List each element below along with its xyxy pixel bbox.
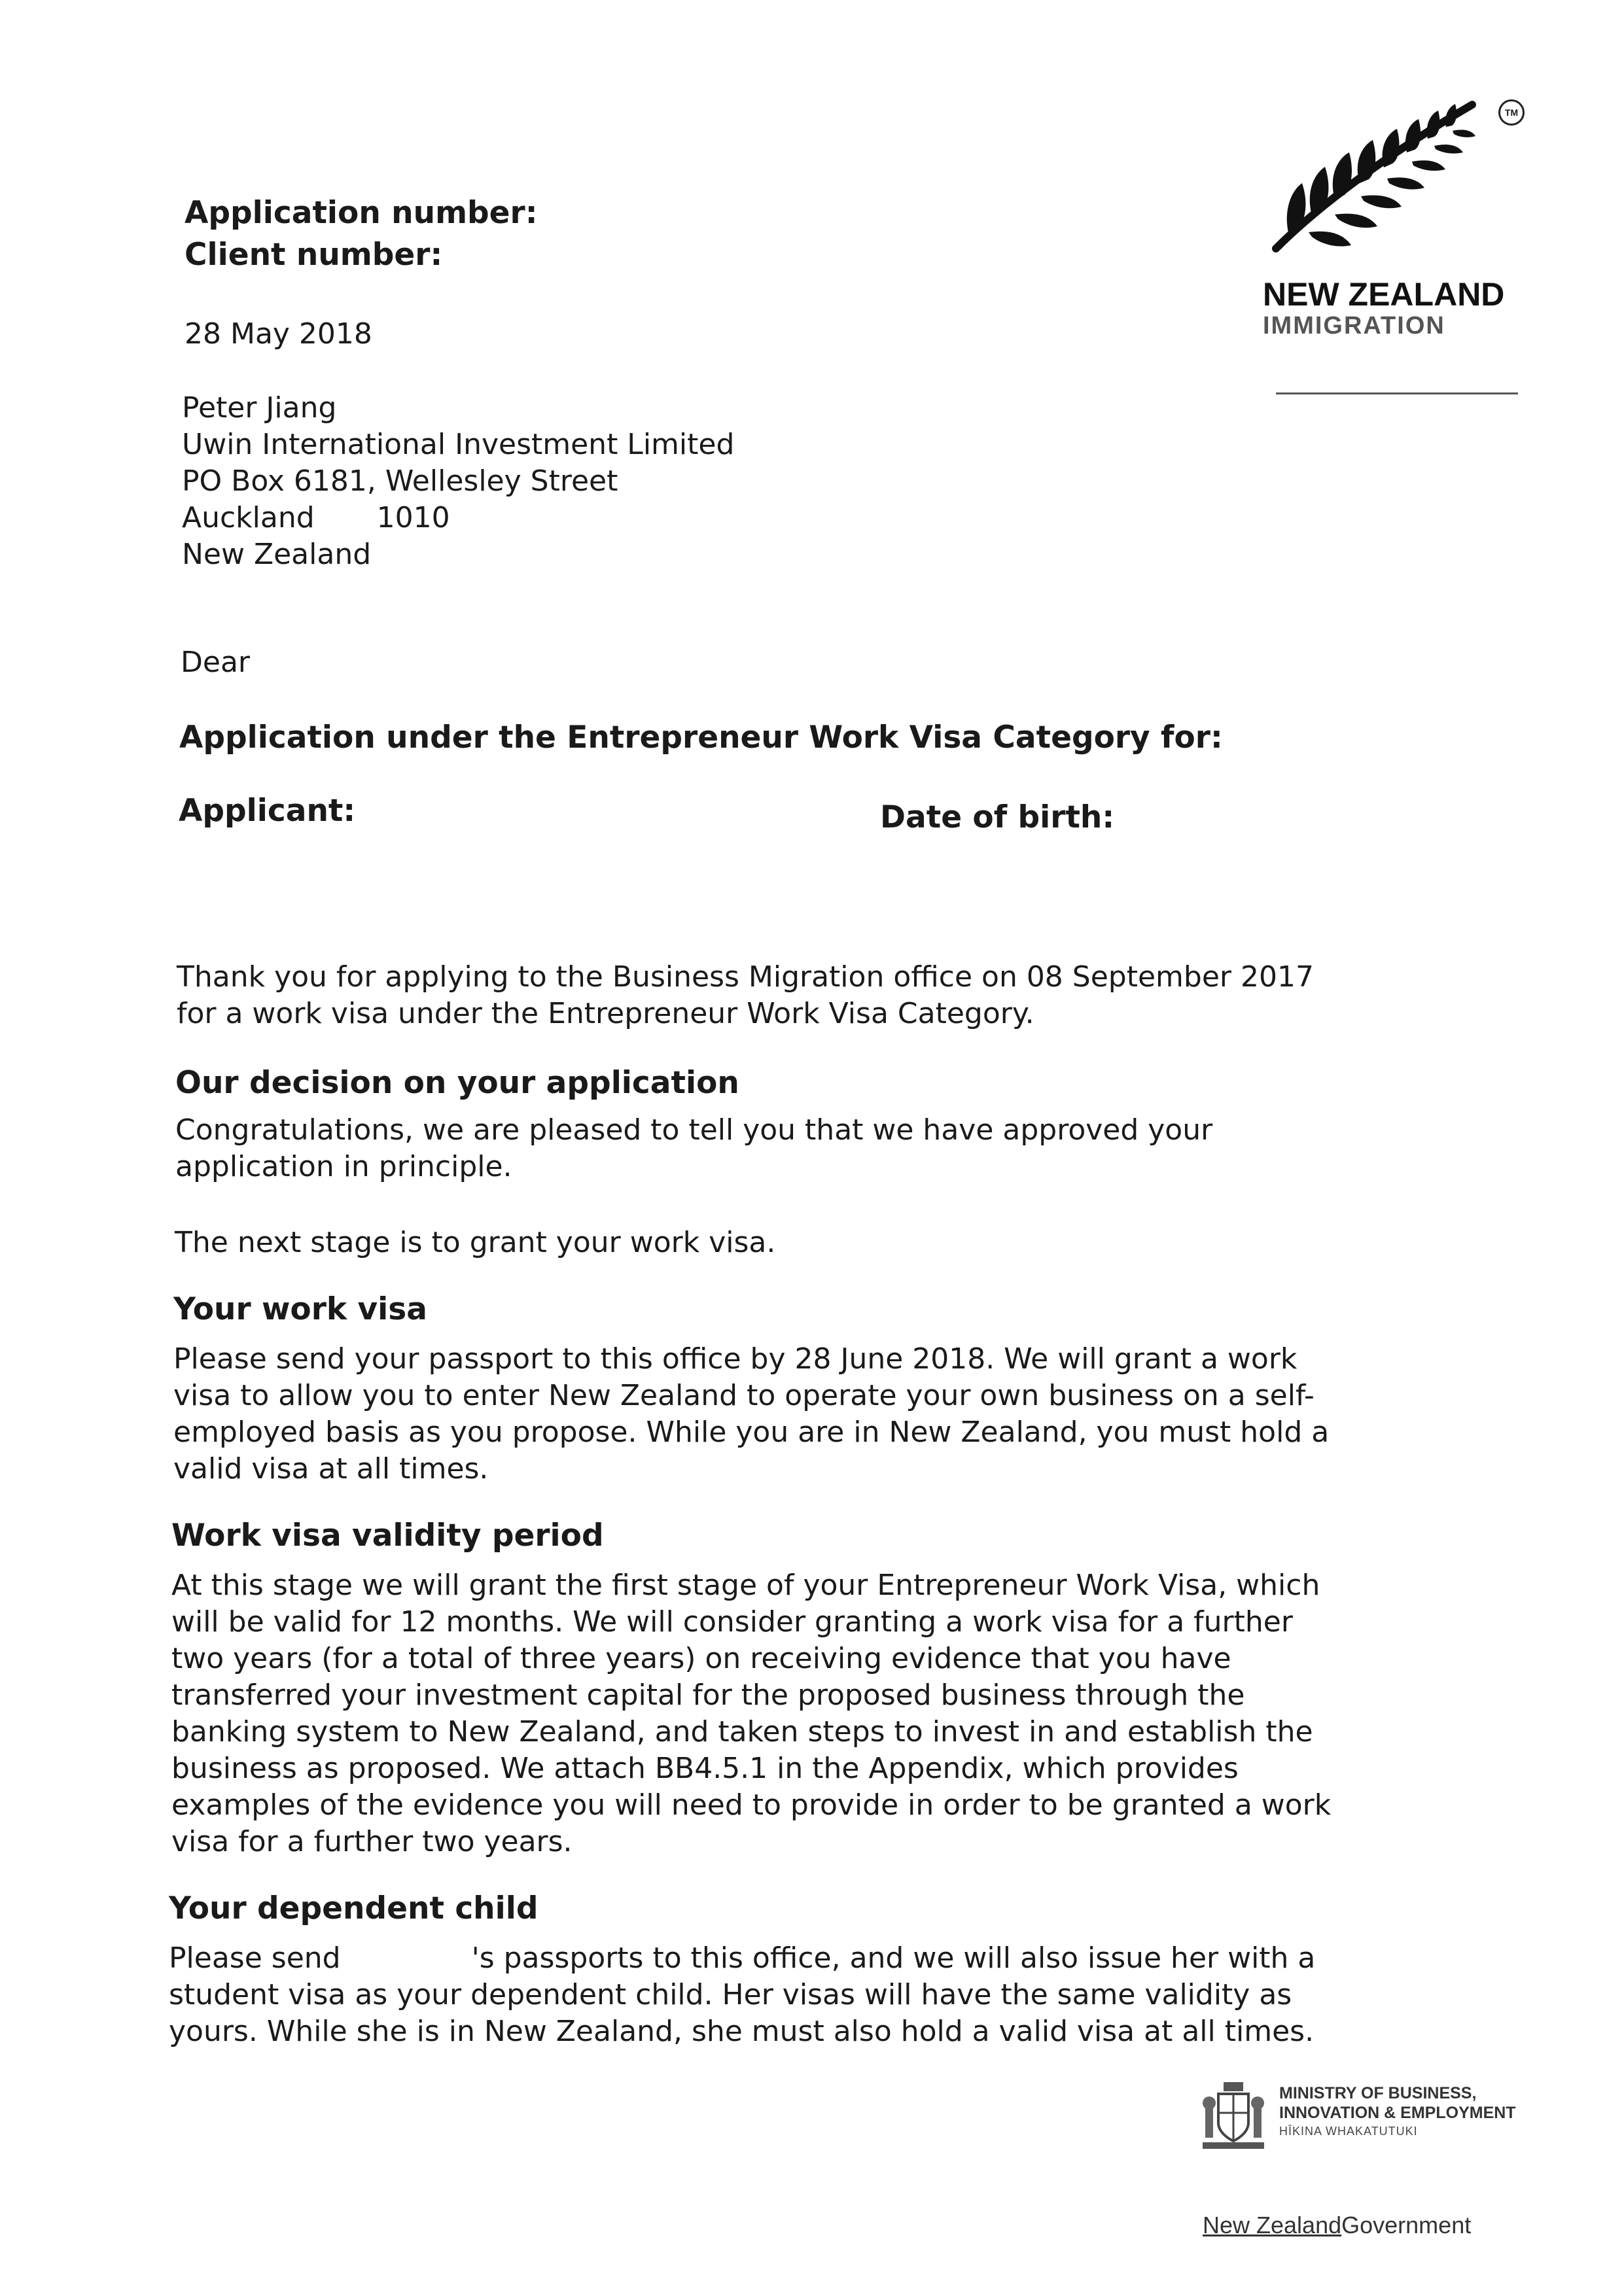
- nz-government-part: New Zealand: [1203, 2212, 1342, 2238]
- address-city: Auckland: [182, 501, 315, 534]
- address-line: PO Box 6181, Wellesley Street: [182, 464, 618, 498]
- text-line: banking system to New Zealand, and taken steps to invest in and establish the: [171, 1715, 1313, 1748]
- text-line: valid visa at all times.: [173, 1452, 489, 1486]
- mbie-line: INNOVATION & EMPLOYMENT: [1279, 2104, 1516, 2122]
- client-number-label: Client number:: [185, 237, 443, 273]
- text-line: [169, 1940, 1425, 1977]
- address-line: [182, 500, 734, 536]
- text-line: will be valid for 12 months. We will consider granting a work visa for a further: [171, 1605, 1293, 1639]
- mbie-logo-text: [1279, 2083, 1516, 2140]
- text-line: examples of the evidence you will need to provide in order to be granted a work: [171, 1788, 1332, 1822]
- decision-heading: Our decision on your application: [175, 1065, 739, 1101]
- nz-government-logo: [1203, 2211, 1471, 2240]
- nz-coat-of-arms-icon: [1197, 2077, 1269, 2152]
- salutation: Dear: [181, 646, 251, 679]
- child-line-start: Please send: [169, 1941, 341, 1975]
- child-line-end: 's passports to this office, and we will also issue her with a: [471, 1941, 1316, 1975]
- nz-immigration-logo: [1263, 92, 1525, 340]
- brand-name: NEW ZEALAND: [1263, 276, 1505, 313]
- decision-paragraph: [175, 1112, 1432, 1185]
- recipient-address: [182, 390, 734, 573]
- text-line: Please send your passport to this office by 28 June 2018. We will grant a work: [173, 1342, 1297, 1376]
- text-line: visa for a further two years.: [171, 1825, 573, 1858]
- work-visa-heading: Your work visa: [173, 1291, 427, 1327]
- applicant-label: Applicant:: [179, 793, 356, 829]
- text-line: two years (for a total of three years) on receiving evidence that you have: [171, 1642, 1231, 1675]
- text-line: Thank you for applying to the Business Migration office on 08 September 2017: [177, 960, 1314, 994]
- text-line: student visa as your dependent child. Her visas will have the same validity as: [169, 1978, 1292, 2011]
- address-line: Uwin International Investment Limited: [182, 428, 735, 461]
- validity-paragraph: [171, 1567, 1428, 1860]
- subject-title: Application under the Entrepreneur Work Visa Category for:: [179, 720, 1223, 756]
- mbie-maori-name: HĪKINA WHAKATUTUKI: [1279, 2125, 1418, 2138]
- date-of-birth-label: Date of birth:: [880, 799, 1115, 835]
- text-line: Congratulations, we are pleased to tell you that we have approved your: [175, 1113, 1213, 1147]
- header-rule: [1276, 392, 1518, 394]
- child-paragraph: [169, 1940, 1425, 2050]
- text-line: for a work visa under the Entrepreneur Work Visa Category.: [177, 997, 1034, 1030]
- address-line: Peter Jiang: [182, 391, 337, 425]
- text-line: employed basis as you propose. While you are in New Zealand, you must hold a: [173, 1416, 1330, 1449]
- trademark-icon: TM: [1498, 99, 1525, 126]
- nz-government-part: Government: [1341, 2212, 1472, 2238]
- silver-fern-icon: [1263, 92, 1485, 275]
- text-line: transferred your investment capital for the proposed business through the: [171, 1679, 1245, 1712]
- text-line: yours. While she is in New Zealand, she must also hold a valid visa at all times.: [169, 2015, 1315, 2048]
- child-heading: Your dependent child: [169, 1890, 538, 1926]
- address-postcode: 1010: [376, 501, 450, 534]
- validity-heading: Work visa validity period: [171, 1518, 604, 1554]
- address-line: New Zealand: [182, 538, 372, 571]
- work-visa-paragraph: [173, 1341, 1430, 1487]
- intro-paragraph: [177, 959, 1433, 1032]
- next-stage-text: The next stage is to grant your work visa.: [175, 1226, 776, 1259]
- mbie-line: MINISTRY OF BUSINESS,: [1279, 2084, 1477, 2102]
- letter-date: 28 May 2018: [185, 317, 372, 351]
- text-line: application in principle.: [175, 1150, 512, 1183]
- brand-subname: IMMIGRATION: [1263, 312, 1445, 339]
- text-line: business as proposed. We attach BB4.5.1 in the Appendix, which provides: [171, 1752, 1239, 1785]
- application-number-label: Application number:: [185, 195, 538, 231]
- text-line: visa to allow you to enter New Zealand to operate your own business on a self-: [173, 1379, 1315, 1412]
- text-line: At this stage we will grant the first stage of your Entrepreneur Work Visa, which: [171, 1569, 1320, 1602]
